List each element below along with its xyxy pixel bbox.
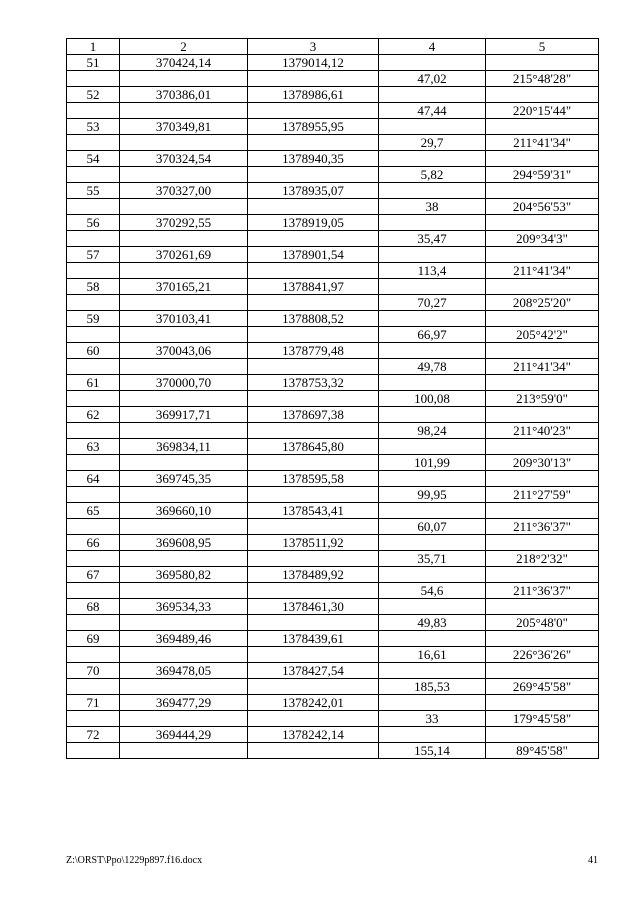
cell-bearing: 218°2'32" bbox=[486, 551, 599, 567]
cell-point-number bbox=[67, 551, 120, 567]
cell-x-coordinate: 369917,71 bbox=[120, 407, 248, 423]
cell-point-number bbox=[67, 103, 120, 119]
cell-bearing: 204°56'53" bbox=[486, 199, 599, 215]
cell-bearing: 269°45'58" bbox=[486, 679, 599, 695]
table-row bbox=[67, 487, 599, 503]
cell-distance: 185,53 bbox=[379, 679, 486, 695]
cell-point-number bbox=[67, 583, 120, 599]
cell-point-number: 56 bbox=[67, 215, 120, 231]
cell-distance bbox=[379, 55, 486, 71]
cell-point-number bbox=[67, 615, 120, 631]
cell-point-number: 51 bbox=[67, 55, 120, 71]
cell-distance bbox=[379, 375, 486, 391]
cell-bearing: 211°41'34" bbox=[486, 359, 599, 375]
cell-point-number: 72 bbox=[67, 727, 120, 743]
cell-distance: 38 bbox=[379, 199, 486, 215]
table-row bbox=[67, 231, 599, 247]
cell-distance: 49,78 bbox=[379, 359, 486, 375]
table-row bbox=[67, 87, 599, 103]
cell-y-coordinate: 1378986,61 bbox=[248, 87, 379, 103]
cell-distance bbox=[379, 215, 486, 231]
table-row bbox=[67, 551, 599, 567]
cell-point-number: 53 bbox=[67, 119, 120, 135]
cell-y-coordinate: 1378901,54 bbox=[248, 247, 379, 263]
cell-x-coordinate: 370327,00 bbox=[120, 183, 248, 199]
cell-distance: 100,08 bbox=[379, 391, 486, 407]
cell-bearing: 211°36'37" bbox=[486, 583, 599, 599]
cell-x-coordinate: 369489,46 bbox=[120, 631, 248, 647]
cell-x-coordinate: 369444,29 bbox=[120, 727, 248, 743]
cell-y-coordinate: 1378242,14 bbox=[248, 727, 379, 743]
cell-y-coordinate bbox=[248, 519, 379, 535]
cell-bearing: 294°59'31" bbox=[486, 167, 599, 183]
cell-distance bbox=[379, 567, 486, 583]
cell-distance: 98,24 bbox=[379, 423, 486, 439]
cell-distance bbox=[379, 663, 486, 679]
cell-y-coordinate: 1378697,38 bbox=[248, 407, 379, 423]
table-row bbox=[67, 375, 599, 391]
cell-y-coordinate: 1378439,61 bbox=[248, 631, 379, 647]
cell-x-coordinate bbox=[120, 455, 248, 471]
cell-x-coordinate bbox=[120, 423, 248, 439]
cell-bearing: 208°25'20" bbox=[486, 295, 599, 311]
cell-y-coordinate: 1378543,41 bbox=[248, 503, 379, 519]
cell-x-coordinate: 370292,55 bbox=[120, 215, 248, 231]
cell-point-number: 59 bbox=[67, 311, 120, 327]
cell-bearing bbox=[486, 439, 599, 455]
cell-y-coordinate bbox=[248, 711, 379, 727]
footer-file-path: Z:\ORST\Ppo\1229p897.f16.docx bbox=[66, 855, 203, 866]
cell-y-coordinate bbox=[248, 295, 379, 311]
table-row bbox=[67, 279, 599, 295]
table-row bbox=[67, 103, 599, 119]
cell-x-coordinate: 370000,70 bbox=[120, 375, 248, 391]
cell-distance bbox=[379, 87, 486, 103]
cell-bearing bbox=[486, 535, 599, 551]
cell-y-coordinate bbox=[248, 679, 379, 695]
cell-point-number: 54 bbox=[67, 151, 120, 167]
table-row bbox=[67, 167, 599, 183]
cell-bearing bbox=[486, 55, 599, 71]
cell-distance bbox=[379, 119, 486, 135]
cell-x-coordinate: 370324,54 bbox=[120, 151, 248, 167]
cell-y-coordinate: 1378645,80 bbox=[248, 439, 379, 455]
cell-x-coordinate bbox=[120, 359, 248, 375]
cell-x-coordinate bbox=[120, 167, 248, 183]
table-row bbox=[67, 215, 599, 231]
cell-point-number bbox=[67, 327, 120, 343]
cell-bearing: 209°34'3" bbox=[486, 231, 599, 247]
table-row bbox=[67, 567, 599, 583]
cell-point-number bbox=[67, 263, 120, 279]
cell-x-coordinate bbox=[120, 711, 248, 727]
cell-bearing bbox=[486, 599, 599, 615]
cell-distance bbox=[379, 727, 486, 743]
cell-distance: 16,61 bbox=[379, 647, 486, 663]
cell-y-coordinate: 1379014,12 bbox=[248, 55, 379, 71]
table-row bbox=[67, 119, 599, 135]
cell-y-coordinate: 1378935,07 bbox=[248, 183, 379, 199]
table-row bbox=[67, 71, 599, 87]
cell-point-number bbox=[67, 679, 120, 695]
cell-x-coordinate: 370103,41 bbox=[120, 311, 248, 327]
cell-x-coordinate: 369745,35 bbox=[120, 471, 248, 487]
cell-y-coordinate bbox=[248, 455, 379, 471]
table-row bbox=[67, 535, 599, 551]
table-row bbox=[67, 247, 599, 263]
footer-page-number: 41 bbox=[588, 855, 598, 866]
cell-x-coordinate bbox=[120, 647, 248, 663]
cell-bearing: 215°48'28" bbox=[486, 71, 599, 87]
column-header-1: 1 bbox=[67, 39, 120, 55]
cell-y-coordinate: 1378955,95 bbox=[248, 119, 379, 135]
cell-bearing bbox=[486, 695, 599, 711]
cell-point-number bbox=[67, 647, 120, 663]
table-row bbox=[67, 311, 599, 327]
cell-y-coordinate bbox=[248, 391, 379, 407]
cell-distance: 155,14 bbox=[379, 743, 486, 759]
table-row bbox=[67, 439, 599, 455]
cell-y-coordinate: 1378841,97 bbox=[248, 279, 379, 295]
cell-x-coordinate bbox=[120, 263, 248, 279]
cell-distance bbox=[379, 279, 486, 295]
cell-point-number: 63 bbox=[67, 439, 120, 455]
cell-x-coordinate bbox=[120, 231, 248, 247]
cell-point-number: 66 bbox=[67, 535, 120, 551]
cell-y-coordinate: 1378753,32 bbox=[248, 375, 379, 391]
cell-distance: 101,99 bbox=[379, 455, 486, 471]
cell-distance bbox=[379, 183, 486, 199]
cell-y-coordinate bbox=[248, 167, 379, 183]
cell-x-coordinate bbox=[120, 487, 248, 503]
cell-y-coordinate: 1378511,92 bbox=[248, 535, 379, 551]
cell-point-number bbox=[67, 519, 120, 535]
cell-bearing: 211°41'34" bbox=[486, 263, 599, 279]
table-row bbox=[67, 631, 599, 647]
cell-point-number: 68 bbox=[67, 599, 120, 615]
cell-point-number: 60 bbox=[67, 343, 120, 359]
cell-distance: 66,97 bbox=[379, 327, 486, 343]
cell-y-coordinate bbox=[248, 615, 379, 631]
cell-x-coordinate: 369660,10 bbox=[120, 503, 248, 519]
cell-bearing: 220°15'44" bbox=[486, 103, 599, 119]
cell-bearing bbox=[486, 631, 599, 647]
cell-bearing: 205°42'2" bbox=[486, 327, 599, 343]
table-row bbox=[67, 343, 599, 359]
table-row bbox=[67, 263, 599, 279]
cell-point-number: 67 bbox=[67, 567, 120, 583]
cell-distance bbox=[379, 535, 486, 551]
cell-y-coordinate bbox=[248, 487, 379, 503]
column-header-3: 3 bbox=[248, 39, 379, 55]
cell-distance: 35,71 bbox=[379, 551, 486, 567]
cell-distance bbox=[379, 311, 486, 327]
cell-x-coordinate bbox=[120, 551, 248, 567]
cell-point-number: 57 bbox=[67, 247, 120, 263]
cell-x-coordinate bbox=[120, 391, 248, 407]
cell-point-number: 71 bbox=[67, 695, 120, 711]
cell-y-coordinate bbox=[248, 103, 379, 119]
cell-distance: 29,7 bbox=[379, 135, 486, 151]
cell-x-coordinate bbox=[120, 615, 248, 631]
table-row bbox=[67, 407, 599, 423]
cell-x-coordinate bbox=[120, 743, 248, 759]
cell-point-number: 61 bbox=[67, 375, 120, 391]
cell-distance bbox=[379, 695, 486, 711]
cell-bearing: 226°36'26" bbox=[486, 647, 599, 663]
table-row bbox=[67, 599, 599, 615]
cell-y-coordinate: 1378427,54 bbox=[248, 663, 379, 679]
table-row bbox=[67, 679, 599, 695]
cell-point-number bbox=[67, 423, 120, 439]
table-row bbox=[67, 695, 599, 711]
cell-y-coordinate: 1378461,30 bbox=[248, 599, 379, 615]
table-row bbox=[67, 583, 599, 599]
cell-point-number: 69 bbox=[67, 631, 120, 647]
cell-distance bbox=[379, 407, 486, 423]
cell-distance: 35,47 bbox=[379, 231, 486, 247]
cell-point-number: 55 bbox=[67, 183, 120, 199]
cell-bearing bbox=[486, 87, 599, 103]
cell-point-number bbox=[67, 71, 120, 87]
cell-point-number bbox=[67, 199, 120, 215]
column-header-4: 4 bbox=[379, 39, 486, 55]
cell-point-number: 64 bbox=[67, 471, 120, 487]
cell-distance bbox=[379, 247, 486, 263]
table-row bbox=[67, 503, 599, 519]
table-row bbox=[67, 359, 599, 375]
cell-bearing bbox=[486, 375, 599, 391]
cell-point-number bbox=[67, 359, 120, 375]
column-header-5: 5 bbox=[486, 39, 599, 55]
cell-y-coordinate bbox=[248, 199, 379, 215]
cell-y-coordinate: 1378489,92 bbox=[248, 567, 379, 583]
cell-x-coordinate: 369580,82 bbox=[120, 567, 248, 583]
table-row bbox=[67, 727, 599, 743]
cell-y-coordinate: 1378919,05 bbox=[248, 215, 379, 231]
cell-distance bbox=[379, 471, 486, 487]
cell-x-coordinate: 369478,05 bbox=[120, 663, 248, 679]
cell-x-coordinate bbox=[120, 199, 248, 215]
table-row bbox=[67, 423, 599, 439]
cell-y-coordinate bbox=[248, 135, 379, 151]
cell-y-coordinate: 1378940,35 bbox=[248, 151, 379, 167]
cell-bearing: 211°41'34" bbox=[486, 135, 599, 151]
cell-bearing bbox=[486, 311, 599, 327]
cell-y-coordinate bbox=[248, 743, 379, 759]
cell-y-coordinate bbox=[248, 647, 379, 663]
cell-distance bbox=[379, 503, 486, 519]
cell-point-number: 65 bbox=[67, 503, 120, 519]
cell-distance bbox=[379, 151, 486, 167]
cell-y-coordinate: 1378595,58 bbox=[248, 471, 379, 487]
table-row bbox=[67, 55, 599, 71]
cell-x-coordinate bbox=[120, 679, 248, 695]
cell-bearing bbox=[486, 343, 599, 359]
cell-x-coordinate bbox=[120, 103, 248, 119]
cell-distance: 60,07 bbox=[379, 519, 486, 535]
cell-distance bbox=[379, 631, 486, 647]
cell-y-coordinate bbox=[248, 423, 379, 439]
cell-distance: 70,27 bbox=[379, 295, 486, 311]
cell-bearing: 211°27'59" bbox=[486, 487, 599, 503]
table-row bbox=[67, 615, 599, 631]
cell-point-number: 52 bbox=[67, 87, 120, 103]
cell-distance: 54,6 bbox=[379, 583, 486, 599]
cell-x-coordinate bbox=[120, 295, 248, 311]
cell-y-coordinate bbox=[248, 263, 379, 279]
cell-point-number bbox=[67, 487, 120, 503]
cell-y-coordinate: 1378779,48 bbox=[248, 343, 379, 359]
cell-x-coordinate bbox=[120, 327, 248, 343]
cell-point-number bbox=[67, 711, 120, 727]
cell-distance bbox=[379, 599, 486, 615]
cell-bearing bbox=[486, 247, 599, 263]
cell-y-coordinate bbox=[248, 231, 379, 247]
cell-distance: 99,95 bbox=[379, 487, 486, 503]
cell-y-coordinate: 1378808,52 bbox=[248, 311, 379, 327]
cell-x-coordinate bbox=[120, 583, 248, 599]
table-row bbox=[67, 151, 599, 167]
cell-bearing bbox=[486, 663, 599, 679]
cell-x-coordinate: 369477,29 bbox=[120, 695, 248, 711]
cell-x-coordinate: 370349,81 bbox=[120, 119, 248, 135]
cell-bearing bbox=[486, 215, 599, 231]
cell-distance: 49,83 bbox=[379, 615, 486, 631]
cell-point-number: 70 bbox=[67, 663, 120, 679]
cell-bearing bbox=[486, 503, 599, 519]
cell-bearing: 213°59'0" bbox=[486, 391, 599, 407]
cell-point-number bbox=[67, 743, 120, 759]
cell-point-number: 62 bbox=[67, 407, 120, 423]
cell-distance: 5,82 bbox=[379, 167, 486, 183]
cell-bearing: 89°45'58" bbox=[486, 743, 599, 759]
cell-bearing bbox=[486, 727, 599, 743]
cell-x-coordinate bbox=[120, 519, 248, 535]
table-header-row bbox=[67, 39, 599, 55]
table-row bbox=[67, 327, 599, 343]
cell-bearing bbox=[486, 119, 599, 135]
cell-bearing bbox=[486, 279, 599, 295]
cell-bearing: 205°48'0" bbox=[486, 615, 599, 631]
cell-bearing: 211°36'37" bbox=[486, 519, 599, 535]
cell-distance bbox=[379, 343, 486, 359]
cell-x-coordinate: 370386,01 bbox=[120, 87, 248, 103]
cell-distance: 47,44 bbox=[379, 103, 486, 119]
cell-distance: 113,4 bbox=[379, 263, 486, 279]
cell-x-coordinate: 370165,21 bbox=[120, 279, 248, 295]
table-row bbox=[67, 183, 599, 199]
cell-y-coordinate bbox=[248, 551, 379, 567]
cell-point-number bbox=[67, 135, 120, 151]
table-row bbox=[67, 711, 599, 727]
table-row bbox=[67, 199, 599, 215]
table-row bbox=[67, 455, 599, 471]
cell-x-coordinate: 370043,06 bbox=[120, 343, 248, 359]
cell-y-coordinate bbox=[248, 327, 379, 343]
cell-bearing bbox=[486, 183, 599, 199]
cell-bearing: 179°45'58" bbox=[486, 711, 599, 727]
table-row bbox=[67, 391, 599, 407]
cell-point-number bbox=[67, 167, 120, 183]
cell-bearing bbox=[486, 151, 599, 167]
column-header-2: 2 bbox=[120, 39, 248, 55]
table-row bbox=[67, 743, 599, 759]
table-row bbox=[67, 663, 599, 679]
cell-bearing bbox=[486, 471, 599, 487]
cell-bearing: 209°30'13" bbox=[486, 455, 599, 471]
table-row bbox=[67, 295, 599, 311]
coordinates-table bbox=[66, 38, 599, 759]
cell-distance: 33 bbox=[379, 711, 486, 727]
cell-bearing bbox=[486, 567, 599, 583]
cell-bearing bbox=[486, 407, 599, 423]
cell-y-coordinate bbox=[248, 71, 379, 87]
cell-distance bbox=[379, 439, 486, 455]
cell-distance: 47,02 bbox=[379, 71, 486, 87]
cell-x-coordinate: 369834,11 bbox=[120, 439, 248, 455]
cell-point-number: 58 bbox=[67, 279, 120, 295]
cell-point-number bbox=[67, 231, 120, 247]
cell-point-number bbox=[67, 295, 120, 311]
table-body bbox=[67, 39, 599, 759]
table-row bbox=[67, 135, 599, 151]
cell-x-coordinate: 369608,95 bbox=[120, 535, 248, 551]
cell-y-coordinate bbox=[248, 359, 379, 375]
table-row bbox=[67, 647, 599, 663]
table-row bbox=[67, 471, 599, 487]
cell-point-number bbox=[67, 455, 120, 471]
cell-x-coordinate bbox=[120, 135, 248, 151]
cell-x-coordinate: 369534,33 bbox=[120, 599, 248, 615]
table-row bbox=[67, 519, 599, 535]
cell-x-coordinate: 370424,14 bbox=[120, 55, 248, 71]
cell-x-coordinate bbox=[120, 71, 248, 87]
cell-point-number bbox=[67, 391, 120, 407]
cell-y-coordinate: 1378242,01 bbox=[248, 695, 379, 711]
cell-y-coordinate bbox=[248, 583, 379, 599]
cell-bearing: 211°40'23" bbox=[486, 423, 599, 439]
cell-x-coordinate: 370261,69 bbox=[120, 247, 248, 263]
